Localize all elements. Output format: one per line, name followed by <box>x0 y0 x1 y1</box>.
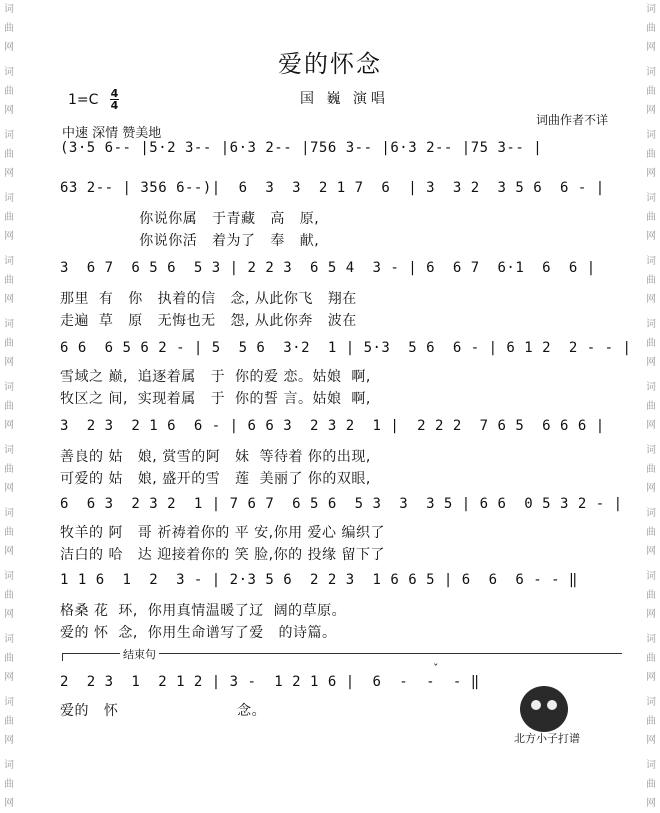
watermark-text: 词曲网 <box>646 382 656 431</box>
music-line-4: 6 6 6 5 6 2 - | 5 5 6 3·2 1 | 5·3 5 6 6 - | 6 1 2 2 - - | <box>60 340 632 356</box>
watermark-right <box>642 0 660 809</box>
lyric-line-6-verse-1: 格桑 花 环, 你用真情温暖了辽 阔的草原。 <box>60 603 347 619</box>
watermark-text: 词曲网 <box>646 256 656 305</box>
music-line-7: 1 1 6 1 2 3 - | 2·3 5 6 2 2 3 1 6 6 5 | 6 6 6 - - ‖ <box>60 572 578 588</box>
avatar-eye-icon <box>531 700 541 710</box>
watermark-text: 词曲网 <box>4 130 14 179</box>
singer: 国 巍 演唱 <box>300 91 389 107</box>
watermark-text: 词曲网 <box>4 256 14 305</box>
lyric-line-5-verse-2: 洁白的 哈 达 迎接着你的 笑 脸,你的 投缘 留下了 <box>60 547 386 563</box>
time-signature <box>110 88 119 111</box>
lyric-line-3-verse-1: 雪域之 巅, 追逐着属 于 你的爱 恋。姑娘 啊, <box>60 369 371 385</box>
watermark-text: 词曲网 <box>4 508 14 557</box>
watermark-text: 词曲网 <box>4 4 14 53</box>
watermark-text: 词曲网 <box>4 319 14 368</box>
ending-label: 结束句 <box>120 646 159 662</box>
watermark-text: 词曲网 <box>4 193 14 242</box>
watermark-text: 词曲网 <box>646 697 656 746</box>
arranger-credit: 北方小子打谱 <box>514 732 580 745</box>
watermark-text: 词曲网 <box>4 382 14 431</box>
watermark-text: 词曲网 <box>646 508 656 557</box>
music-line-6: 6 6 3 2 3 2 1 | 7 6 7 6 5 6 5 3 3 3 5 | 6 6 0 5 3 2 - | <box>60 496 623 512</box>
lyric-line-6-verse-2: 爱的 怀 念, 你用生命谱写了爱 的诗篇。 <box>60 625 337 641</box>
lyric-line-3-verse-2: 牧区之 间, 实现着属 于 你的誓 言。姑娘 啊, <box>60 391 371 407</box>
watermark-text: 词曲网 <box>4 634 14 683</box>
watermark-text: 词曲网 <box>646 193 656 242</box>
arranger-stamp <box>508 686 580 766</box>
key-signature: 1=C <box>68 92 99 108</box>
lyric-line-4-verse-2: 可爱的 姑 娘, 盛开的雪 莲 美丽了 你的双眼, <box>60 471 371 487</box>
watermark-text: 词曲网 <box>646 445 656 494</box>
music-line-2: 63 2-- | 356 6--)| 6 3 3 2 1 7 6 | 3 3 2 3 5 6 6 - | <box>60 180 605 196</box>
music-line-3: 3 6 7 6 5 6 5 3 | 2 2 3 6 5 4 3 - | 6 6 7 6·1 6 6 | <box>60 260 596 276</box>
lyric-line-1-verse-2: 你说你活 着为了 奉 献, <box>60 233 320 249</box>
avatar-eye-icon <box>547 700 557 710</box>
watermark-text: 词曲网 <box>4 571 14 620</box>
lyric-line-2-verse-2: 走遍 草 原 无悔也无 怨, 从此你奔 波在 <box>60 313 357 329</box>
watermark-text: 词曲网 <box>4 697 14 746</box>
watermark-text: 词曲网 <box>4 760 14 809</box>
watermark-left <box>0 0 18 809</box>
song-title: 爱的怀念 <box>278 50 382 78</box>
tempo-marking: 中速 深情 赞美地 <box>62 126 162 141</box>
watermark-text: 词曲网 <box>646 67 656 116</box>
watermark-text: 词曲网 <box>646 130 656 179</box>
watermark-text: 词曲网 <box>646 4 656 53</box>
ending-bracket-tick <box>62 653 63 661</box>
arranger-avatar-icon <box>520 686 568 732</box>
music-line-8: 2 2 3 1 2 1 2 | 3 - 1 2 1 6 | 6 - - - ‖ <box>60 674 480 690</box>
watermark-text: 词曲网 <box>4 67 14 116</box>
author-note: 词曲作者不详 <box>535 113 608 127</box>
time-denominator: 4 <box>110 99 119 112</box>
watermark-text: 词曲网 <box>4 445 14 494</box>
lyric-line-4-verse-1: 善良的 姑 娘, 赏雪的阿 妹 等待着 你的出现, <box>60 449 371 465</box>
music-line-1: (3·5 6-- |5·2 3-- |6·3 2-- |756 3-- |6·3 2-- |75 3-- | <box>60 140 543 156</box>
lyric-line-7-verse-1: 爱的 怀 念。 <box>60 703 267 719</box>
lyric-line-5-verse-1: 牧羊的 阿 哥 祈祷着你的 平 安,你用 爱心 编织了 <box>60 525 386 541</box>
watermark-text: 词曲网 <box>646 634 656 683</box>
watermark-text: 词曲网 <box>646 319 656 368</box>
breath-mark: ˇ <box>433 662 439 675</box>
lyric-line-2-verse-1: 那里 有 你 执着的信 念, 从此你飞 翔在 <box>60 291 357 307</box>
lyric-line-1-verse-1: 你说你属 于青藏 高 原, <box>60 211 320 227</box>
music-line-5: 3 2 3 2 1 6 6 - | 6 6 3 2 3 2 1 | 2 2 2 7 6 5 6 6 6 | <box>60 418 605 434</box>
time-numerator: 4 <box>110 87 119 100</box>
watermark-text: 词曲网 <box>646 571 656 620</box>
watermark-text: 词曲网 <box>646 760 656 809</box>
